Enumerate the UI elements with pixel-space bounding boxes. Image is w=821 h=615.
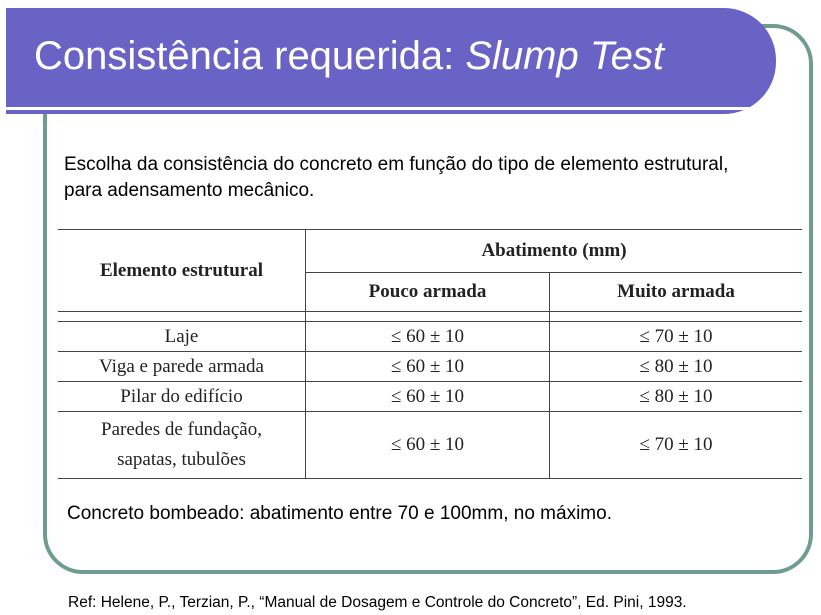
row-element-line2: sapatas, tubulões (117, 449, 246, 470)
slump-table (58, 229, 802, 479)
title-underline (6, 107, 770, 110)
header-element: Elemento estrutural (58, 230, 306, 312)
slump-table-wrapper (58, 229, 802, 479)
header-muito-armada: Muito armada (550, 273, 803, 312)
gap-cell (58, 312, 306, 322)
row-pouco: ≤ 60 ± 10 (306, 382, 550, 412)
row-pouco: ≤ 60 ± 10 (306, 322, 550, 352)
title-italic: Slump Test (465, 34, 664, 78)
row-element-line1: Paredes de fundação, (101, 419, 262, 440)
row-muito: ≤ 80 ± 10 (550, 382, 803, 412)
row-element: Laje (58, 322, 306, 352)
slide-title (34, 34, 664, 79)
reference-citation: Ref: Helene, P., Terzian, P., “Manual de Dosagem e Controle do Concreto”, Ed. Pini, 1993. (68, 594, 687, 611)
gap-cell (306, 312, 550, 322)
row-muito: ≤ 70 ± 10 (550, 322, 803, 352)
header-abatimento: Abatimento (mm) (481, 240, 627, 261)
row-muito: ≤ 80 ± 10 (550, 352, 803, 382)
table-row (58, 382, 802, 412)
row-pouco: ≤ 60 ± 10 (306, 412, 550, 479)
row-element: Viga e parede armada (58, 352, 306, 382)
row-muito: ≤ 70 ± 10 (550, 412, 803, 479)
intro-text: Escolha da consistência do concreto em função do tipo de elemento estrutural, para adensamento mecânico. (64, 154, 729, 201)
row-pouco: ≤ 60 ± 10 (306, 352, 550, 382)
title-main: Consistência requerida: (34, 34, 466, 78)
header-pouco-armada: Pouco armada (306, 273, 550, 312)
pumped-concrete-note: Concreto bombeado: abatimento entre 70 e 100mm, no máximo. (67, 503, 612, 524)
table-row (58, 352, 802, 382)
gap-cell (550, 312, 803, 322)
row-element (58, 412, 306, 479)
table-row (58, 412, 802, 479)
table-row (58, 322, 802, 352)
row-element: Pilar do edifício (58, 382, 306, 412)
